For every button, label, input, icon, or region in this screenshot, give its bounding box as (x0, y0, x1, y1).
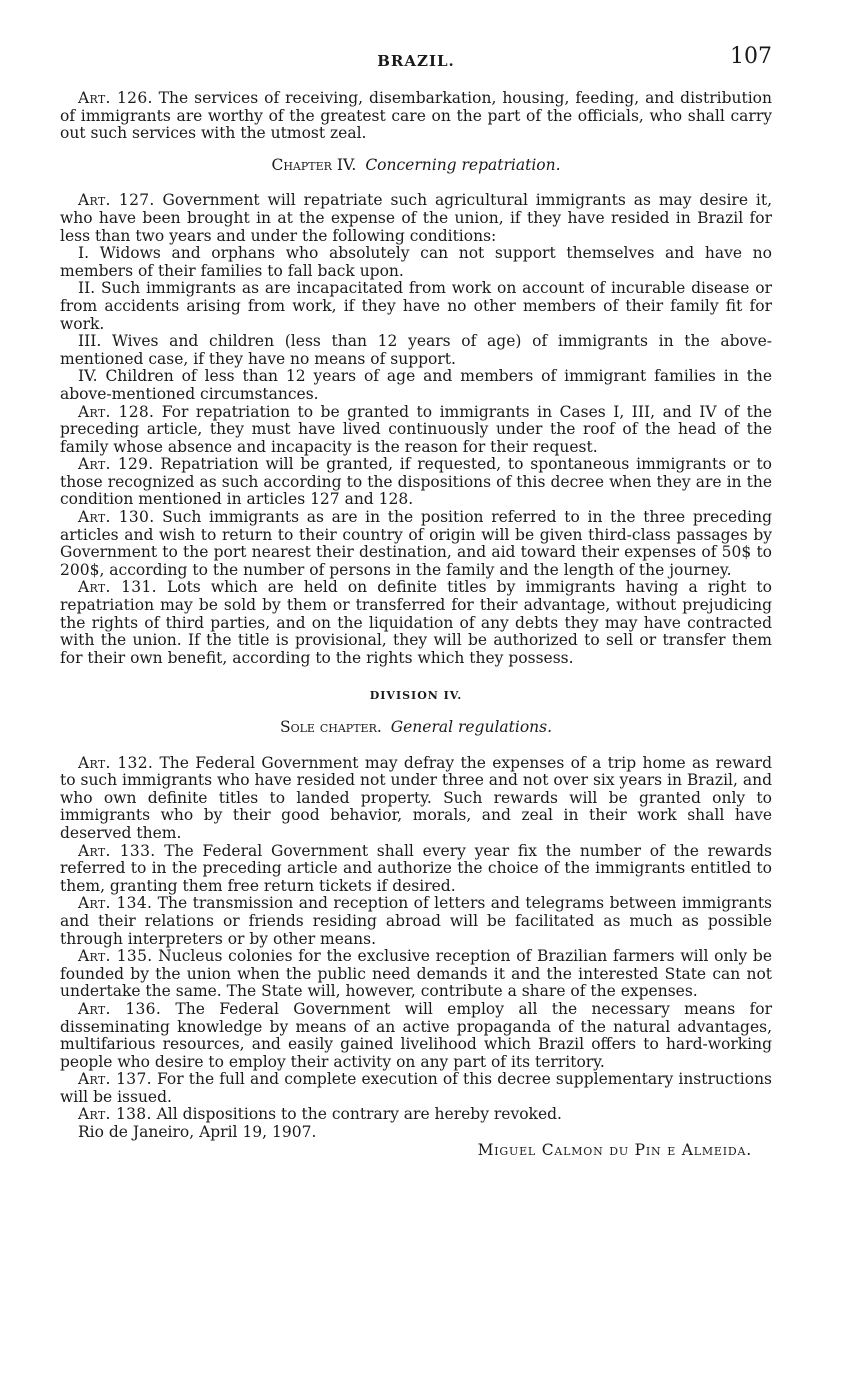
article-text: For the full and complete execution of this decree supplementary instructions will be issued. (60, 1070, 773, 1106)
article-text: The services of receiving, disembarkation, housing, feeding, and distribution of immigrants are worthy of the greatest care on the part of the officials, who shall carry out such services with the utmost zeal. (60, 89, 772, 143)
article-text: The Federal Government shall every year fix the number of the rewards referred to in the preceding article and authorize the choice of the immigrants entitled to them, granting them free return tickets if desired. (60, 841, 772, 895)
article-text: The transmission and reception of letters and telegrams between immigrants and their relations or friends residing abroad will be facilitated as much as possible through interpreters or by other means. (60, 894, 772, 948)
article-135 (60, 948, 772, 1001)
page-number: 107 (730, 44, 772, 69)
article-text: Nucleus colonies for the exclusive reception of Brazilian farmers will only be founded by the union when the public need demands it and the interested State can not undertake the same. The State will, however, contribute a share of the expenses. (60, 947, 772, 1001)
article-label: Art. 137. (78, 1070, 152, 1089)
article-label: Art. 134. (78, 894, 153, 913)
condition-item: II. Such immigrants as are incapacitated from work on account of incurable disease or from accidents arising from work, if they have no other members of their family fit for work. (60, 279, 772, 333)
sole-chapter-heading (60, 719, 772, 737)
article-text: Government will repatriate such agricultural immigrants as may desire it, who have been brought in at the expense of the union, if they have resided in Brazil for less than two years and under the following conditions: (60, 191, 772, 245)
article-text: The Federal Government may defray the expenses of a trip home as reward to such immigrants who have resided not under three and not over six years in Brazil, and who own definite titles to landed property. Such rewards will be granted only to immigrants who by their good behavior, morals, and zeal in their work shall have deserved them. (60, 753, 773, 842)
article-label: Art. 128. (78, 402, 155, 421)
article-129 (60, 456, 772, 509)
article-label: Art. 131. (78, 578, 157, 597)
place-date: Rio de Janeiro, April 19, 1907. (78, 1123, 317, 1142)
signature: Miguel Calmon du Pin e Almeida. (477, 1140, 752, 1159)
article-138 (60, 1106, 772, 1124)
article-text: For repatriation to be granted to immigrants in Cases I, III, and IV of the preceding article, they must have lived continuously under the roof of the head of the family whose absence and incapacity is the reason for their request. (60, 402, 772, 456)
article-label: Art. 132. (78, 753, 154, 772)
chapter-title: Concerning repatriation. (365, 155, 561, 174)
article-128 (60, 404, 772, 457)
chapter-heading (60, 157, 772, 175)
article-text: Repatriation will be granted, if requested, to spontaneous immigrants or to those recognized as such according to the dispositions of this decree when they are in the condition mentioned in articles 127 and 128. (60, 455, 773, 509)
article-127 (60, 192, 772, 245)
division-heading: DIVISION IV. (369, 689, 463, 703)
article-label: Art. 138. (78, 1105, 152, 1124)
condition-item: III. Wives and children (less than 12 years of age) of immigrants in the above-mentioned case, if they have no means of support. (60, 332, 772, 368)
article-text: Such immigrants as are in the position referred to in the three preceding articles and wish to return to their country of origin will be given third-class passages by Government to the port nearest their destination, and aid toward their expenses of 50$ to 200$, according to the number of persons in the family and the length of the journey. (60, 508, 772, 579)
article-label: Art. 126. (78, 89, 153, 107)
article-131 (60, 579, 772, 667)
body-text (60, 90, 772, 1159)
article-label: Art. 127. (78, 191, 155, 210)
article-text: Lots which are held on definite titles by immigrants having a right to repatriation may be sold by them or transferred for their advantage, without prejudicing the rights of third parties, and on the liquidation of any debts they may have contracted with the union. If the title is provisional, they will be authorized to sell or transfer them for their own benefit, according to the rights which they possess. (60, 578, 772, 667)
article-133 (60, 843, 772, 896)
running-title: BRAZIL. (377, 52, 455, 70)
article-label: Art. 130. (78, 508, 155, 527)
article-label: Art. 129. (78, 455, 154, 474)
article-126 (60, 90, 772, 143)
condition-item: I. Widows and orphans who absolutely can not support themselves and have no members of their families to fall back upon. (60, 244, 772, 280)
article-label: Art. 133. (78, 841, 156, 860)
article-label: Art. 135. (78, 947, 153, 966)
article-text: All dispositions to the contrary are hereby revoked. (151, 1105, 562, 1124)
running-head (60, 44, 772, 74)
article-label: Art. 136. (78, 999, 162, 1018)
article-132 (60, 755, 772, 843)
article-136 (60, 1001, 772, 1071)
article-137 (60, 1071, 772, 1106)
article-text: The Federal Government will employ all the necessary means for disseminating knowledge by means of an active propaganda of the natural advantages, multifarious resources, and easily gained livelihood which Brazil offers to hard-working people who desire to employ their activity on any part of its territory. (60, 999, 772, 1071)
article-134 (60, 895, 772, 948)
article-130 (60, 509, 772, 579)
condition-item: IV. Children of less than 12 years of age and members of immigrant families in the above-mentioned circumstances. (60, 367, 772, 403)
chapter-title: General regulations. (390, 718, 553, 736)
chapter-label: Chapter IV. (271, 155, 357, 174)
chapter-label: Sole chapter. (279, 718, 382, 736)
